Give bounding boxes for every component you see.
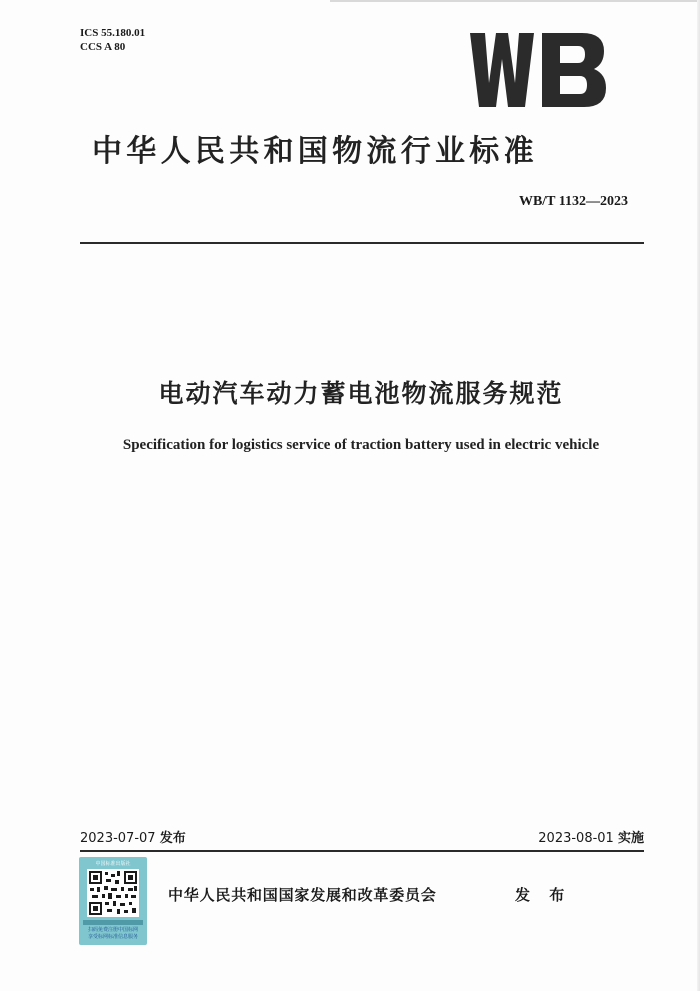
wb-logo-icon <box>470 33 606 107</box>
standard-type-heading: 中华人民共和国物流行业标准 <box>92 134 538 169</box>
qr-footer-line-1: 扫码免费注册中国标网 <box>87 927 138 933</box>
logo-w-shape <box>470 33 534 107</box>
issuing-authority: 中华人民共和国国家发展和改革委员会 <box>168 886 437 904</box>
ccs-code: CCS A 80 <box>80 41 126 53</box>
qr-card-footer <box>81 927 145 941</box>
qr-card-header: 中国标准出版社 <box>95 861 131 867</box>
issue-date-line <box>80 827 186 846</box>
implementation-date-line <box>538 827 644 846</box>
implementation-label: 实施 <box>617 831 644 846</box>
qr-card-strip <box>83 920 143 925</box>
title-english: Specification for logistics service of traction battery used in electric vehicle <box>122 437 600 453</box>
qr-code-card[interactable] <box>79 857 147 945</box>
classification-codes <box>80 26 145 54</box>
qr-footer-line-2: 享受标网标准信息服务 <box>87 934 138 940</box>
issue-date: 2023-07-07 <box>80 831 156 846</box>
qr-code-icon <box>87 869 139 917</box>
title-chinese: 电动汽车动力蓄电池物流服务规范 <box>158 379 564 408</box>
bottom-divider <box>80 850 644 852</box>
implementation-date: 2023-08-01 <box>538 831 614 846</box>
ics-code: ICS 55.180.01 <box>80 27 146 39</box>
issued-label: 发 布 <box>515 886 572 904</box>
issue-label: 发布 <box>159 831 186 846</box>
standard-number: WB/T 1132—2023 <box>518 194 628 209</box>
scan-edge-top <box>330 0 700 2</box>
top-divider <box>80 242 644 244</box>
logo-b-shape <box>542 33 606 107</box>
